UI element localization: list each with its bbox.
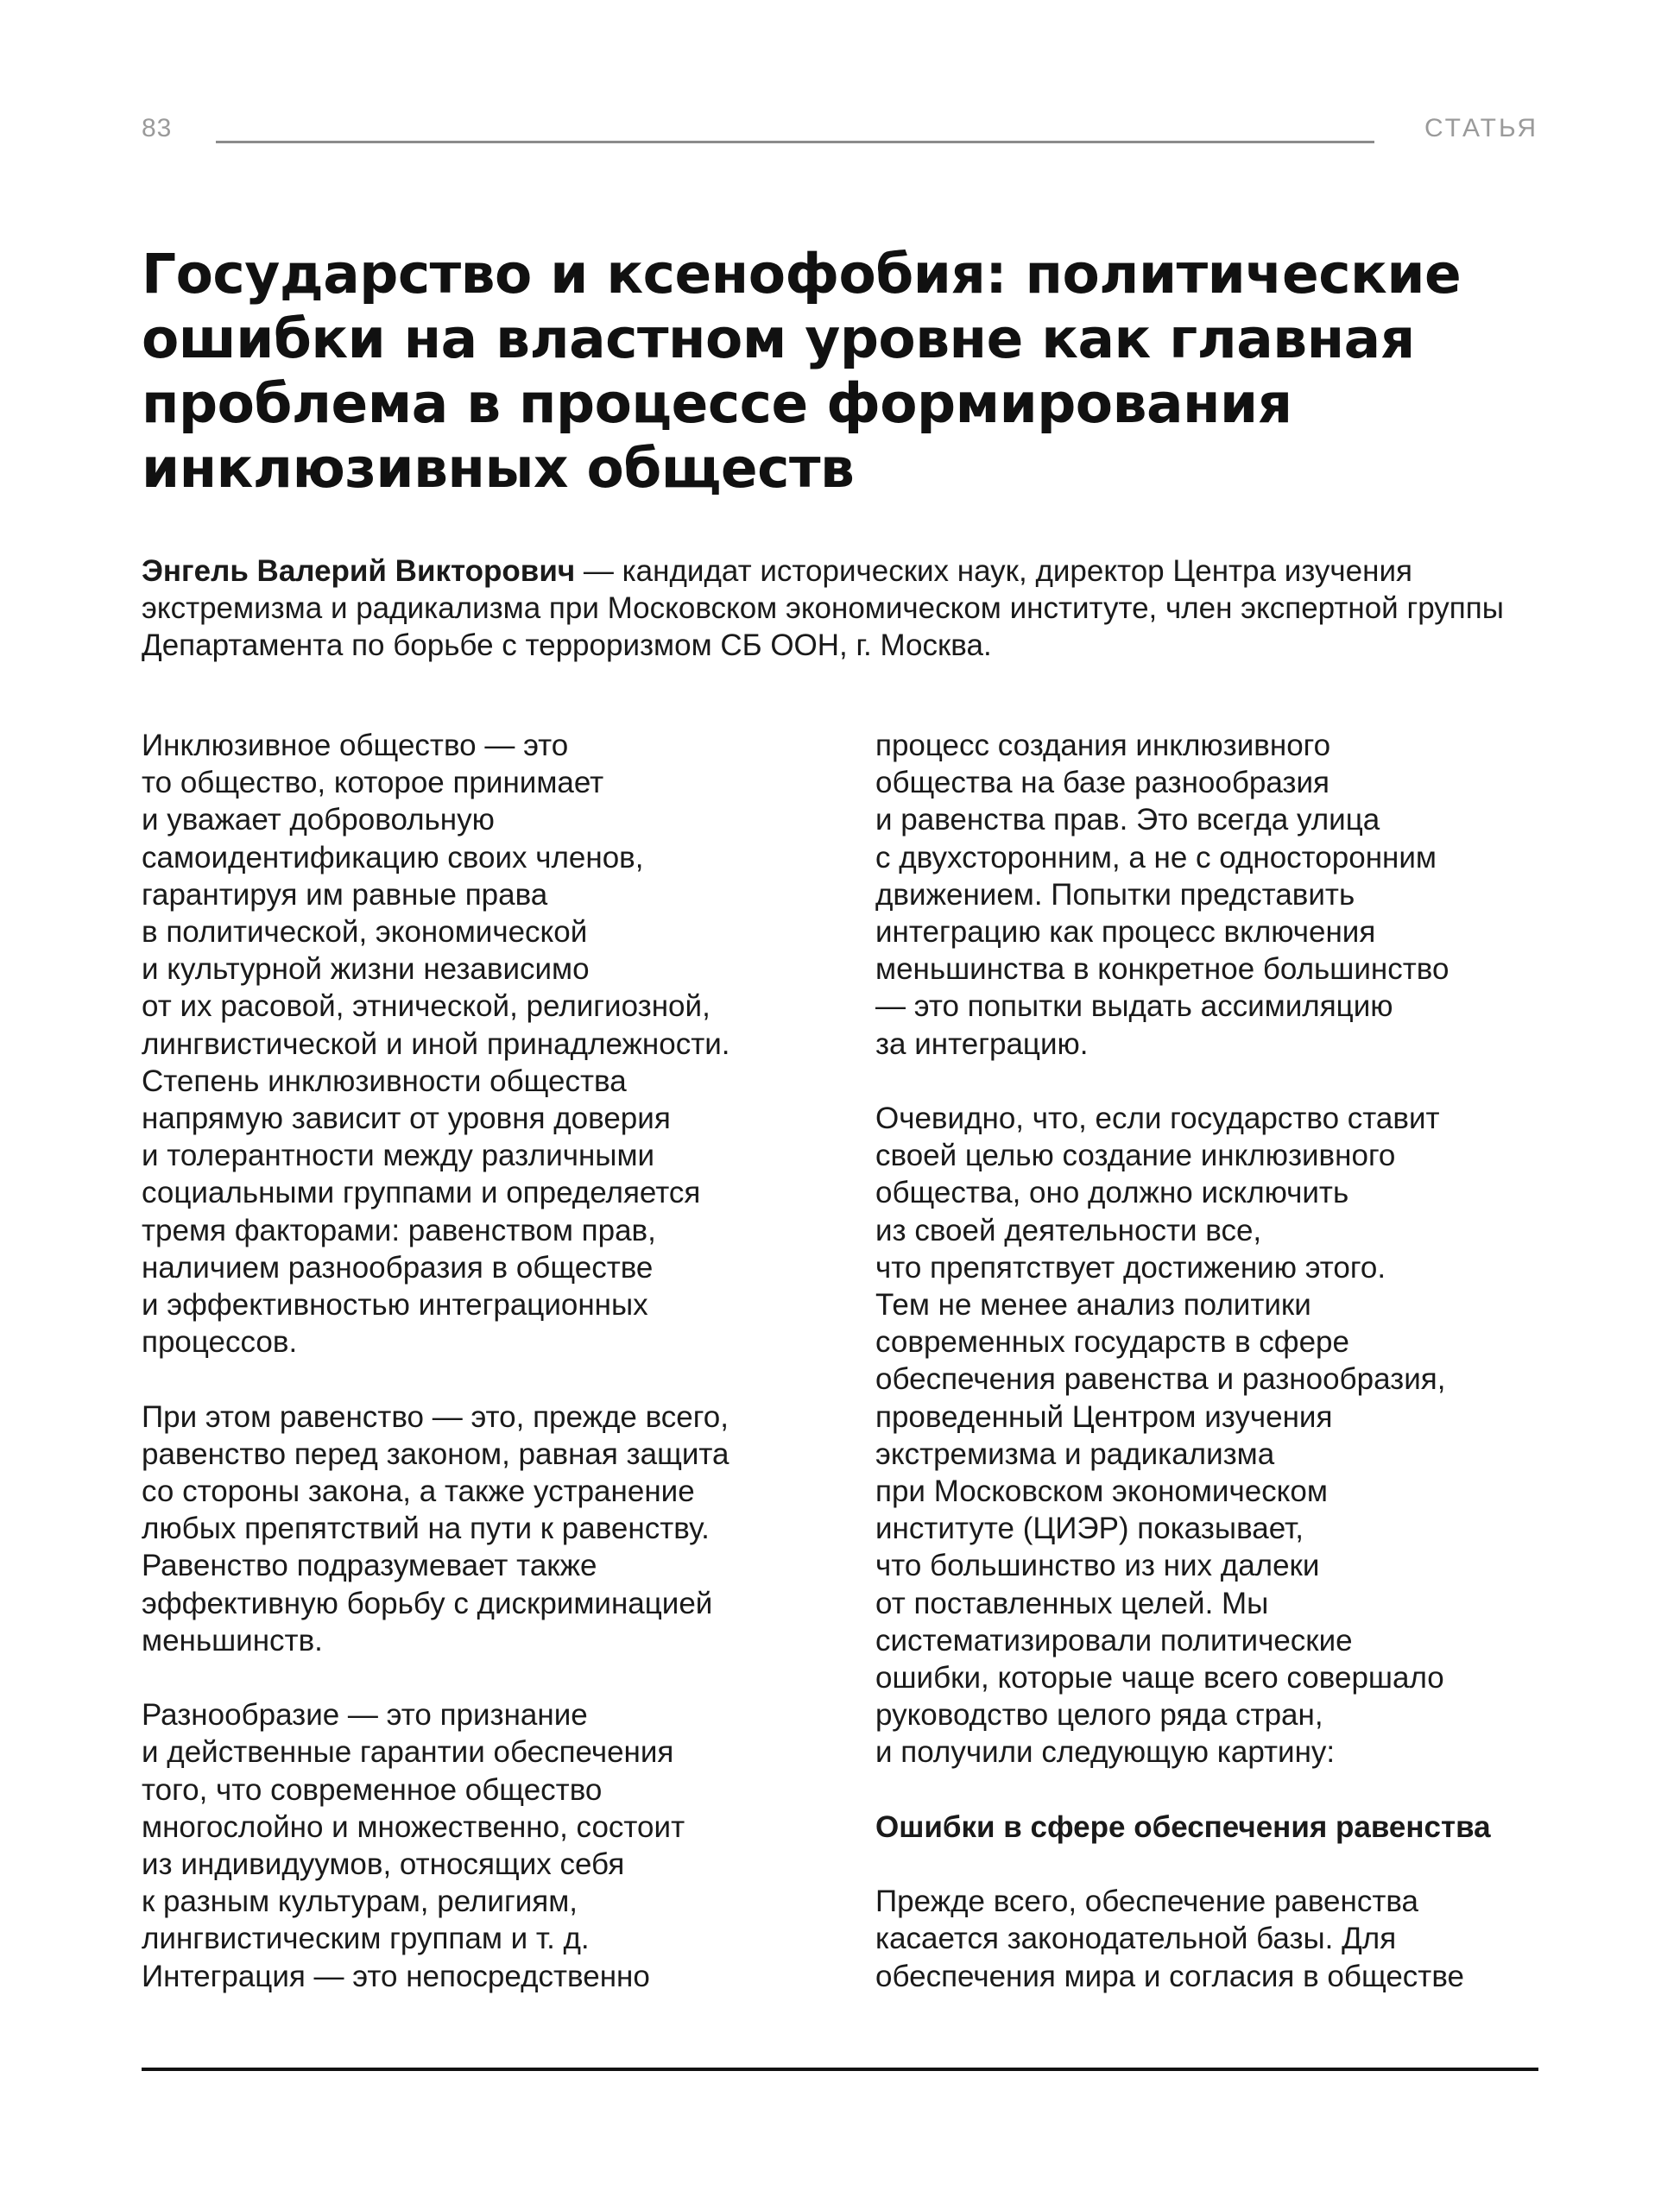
paragraph: При этом равенство — это, прежде всего, равенство перед законом, равная защита со стороны закона, а также устранение любых препятствий на пути к равенству. Равенство подразумевает также эффективную борьбу с дискриминацией меньшинств.	[142, 1399, 729, 1658]
paragraph: Разнообразие — это признание и действенные гарантии обеспечения того, что современное общество многослойно и множественно, состоит из индивидуумов, относящих себя к разным культурам, религиям, лингвистическим группам и т. д. Интеграция — это непосредственно	[142, 1698, 685, 1993]
section-subheading: Ошибки в сфере обеспечения равенства	[875, 1809, 1491, 1844]
right-column	[875, 727, 1566, 2032]
page-header	[142, 114, 1538, 148]
left-column	[142, 727, 849, 2032]
author-info: — кандидат исторических наук, директор Центра изучения экстремизма и радикализма при Московском экономическом институте, член экспертной группы Департамента по борьбе с терроризмом СБ ООН, г. Москва.	[142, 554, 1504, 662]
paragraph: Инклюзивное общество — это то общество, которое принимает и уважает добровольную самоидентификацию своих членов, гарантируя им равные права в политической, экономической и культурной жизни независимо от их расовой, этнической, религиозной, лингвистической и иной принадлежности. Степень инклюзивности общества напрямую зависит от уровня доверия и толерантности между различными социальными группами и определяется тремя факторами: равенством прав, наличием разнообразия в обществе и эффективностью интеграционных процессов.	[142, 729, 730, 1360]
page-number: 83	[142, 114, 173, 142]
header-divider	[216, 141, 1374, 143]
article-title: Государство и ксенофобия: политические ошибки на властном уровне как главная проблема в процессе формирования инклюзивных обществ	[142, 243, 1462, 500]
paragraph: Прежде всего, обеспечение равенства касается законодательной базы. Для обеспечения мира и согласия в обществе	[875, 1885, 1465, 1993]
footer-divider	[142, 2068, 1538, 2071]
paragraph: Очевидно, что, если государство ставит своей целью создание инклюзивного общества, оно должно исключить из своей деятельности все, что препятствует достижению этого. Тем не менее анализ политики современных государств в сфере обеспечения равенства и разнообразия, проведенный Центром изучения экстремизма и радикализма при Московском экономическом институте (ЦИЭР) показывает, что большинство из них далеки от поставленных целей. Мы систематизировали политические ошибки, которые чаще всего совершало руководство целого ряда стран, и получили следующую картину:	[875, 1102, 1446, 1770]
author-name: Энгель Валерий Викторович	[142, 554, 576, 588]
section-label: СТАТЬЯ	[1424, 114, 1538, 142]
paragraph: процесс создания инклюзивного общества на базе разнообразия и равенства прав. Это всегда улица с двухсторонним, а не с односторонним движением. Попытки представить интеграцию как процесс включения меньшинства в конкретное большинство — это попытки выдать ассимиляцию за интеграцию.	[875, 729, 1449, 1061]
author-block	[142, 552, 1549, 664]
